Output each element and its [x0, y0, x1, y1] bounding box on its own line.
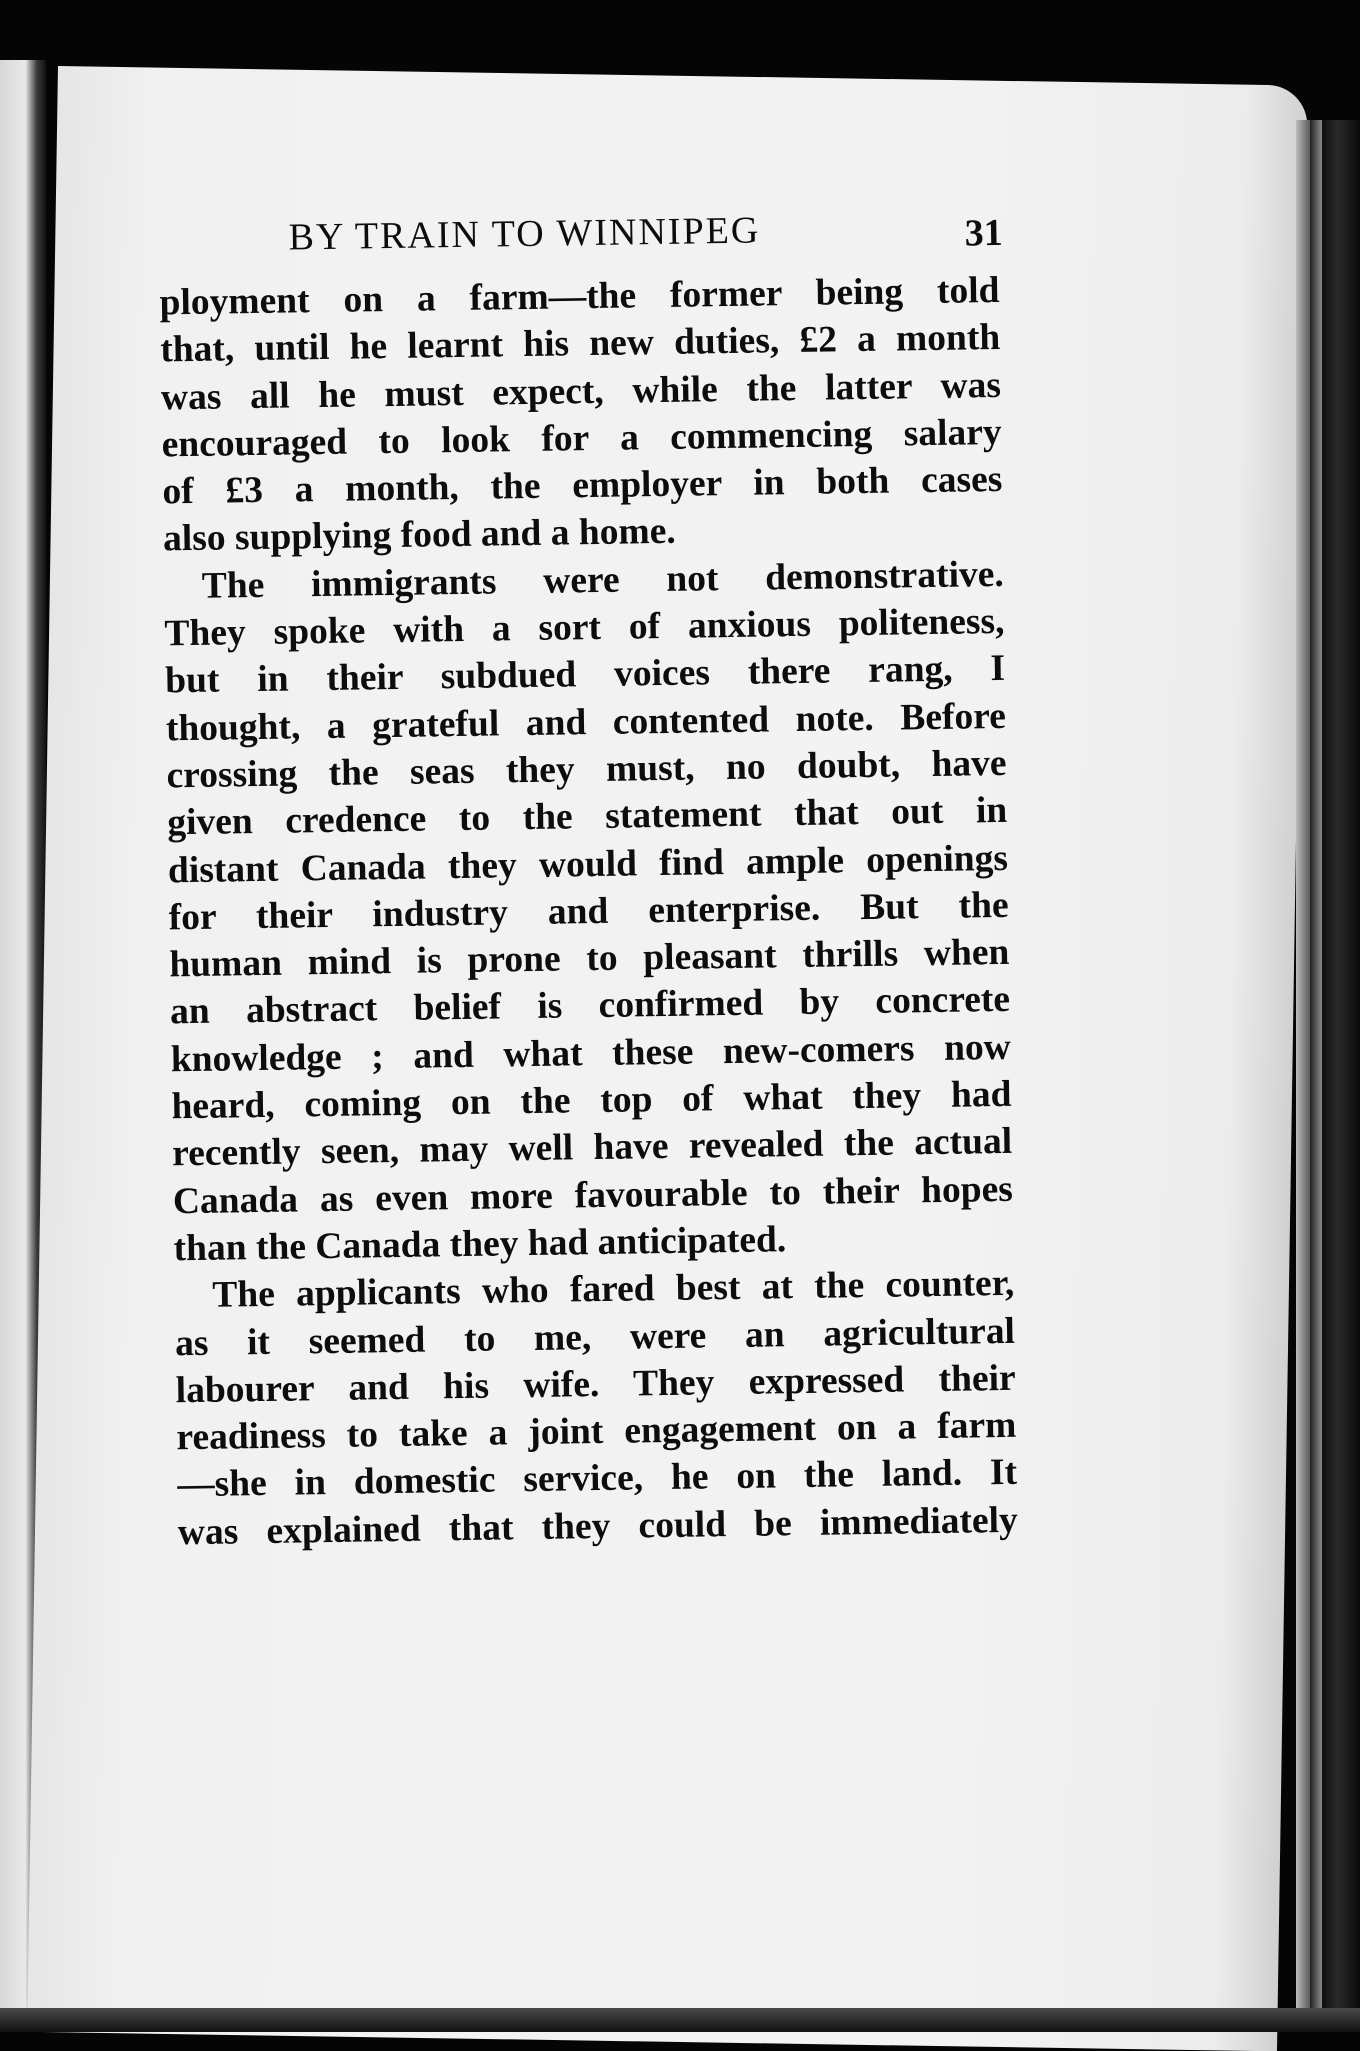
book-cover-edge: [1322, 120, 1360, 2020]
text-line: but in their subdued voices there rang, I: [164, 648, 1006, 702]
text-line: crossing the seas they must, no doubt, have: [166, 742, 1007, 797]
text-line: than the Canada they had anticipated.: [173, 1219, 787, 1270]
text-line: encouraged to look for a commencing salary: [161, 411, 1002, 466]
page-stack-edge: [1296, 120, 1310, 2020]
text-line: readiness to take a joint engagement on a farm: [176, 1404, 1017, 1459]
text-line: was explained that they could be immediately: [177, 1499, 1019, 1553]
text-line: knowledge ; and what these new-comers now: [170, 1026, 1012, 1081]
text-line: The applicants who fared best at the counter,: [212, 1263, 1015, 1316]
text-line: They spoke with a sort of anxious politeness,: [164, 600, 1005, 655]
text-line: human mind is prone to pleasant thrills when: [169, 932, 1010, 986]
text-line: —she in domestic service, he on the land. It: [176, 1452, 1018, 1506]
text-line: labourer and his wife. They expressed their: [175, 1357, 1016, 1412]
page-number: 31: [964, 211, 1003, 255]
text-line: heard, coming on the top of what they had: [171, 1073, 1012, 1128]
text-line: of £3 a month, the employer in both cases: [162, 459, 1003, 513]
running-head: [118, 183, 1019, 262]
text-line: also supplying food and a home.: [162, 511, 677, 560]
page-content: [118, 183, 1038, 1557]
page-stack-edge: [1310, 120, 1322, 2020]
text-line: for their industry and enterprise. But the: [168, 884, 1009, 939]
body-text: [159, 267, 1018, 1556]
text-line: recently seen, may well have revealed the actual: [171, 1121, 1013, 1175]
text-line: Canada as even more favourable to their hopes: [172, 1168, 1014, 1222]
text-line: ployment on a farm—the former being told: [159, 269, 1000, 324]
running-head-title: BY TRAIN TO WINNIPEG: [288, 209, 761, 259]
text-line: an abstract belief is confirmed by concrete: [169, 979, 1011, 1033]
text-line: The immigrants were not demonstrative.: [201, 553, 1005, 607]
text-line: given credence to the statement that out in: [167, 790, 1008, 844]
text-line: thought, a grateful and contented note. Before: [165, 695, 1007, 750]
text-line: that, until he learnt his new duties, £2 a month: [159, 317, 1001, 371]
text-line: as it seemed to me, were an agricultural: [174, 1310, 1016, 1364]
text-line: was all he must expect, while the latter was: [160, 364, 1002, 418]
bottom-page-edge: [0, 2008, 1360, 2032]
text-line: distant Canada they would find ample openings: [167, 837, 1009, 891]
